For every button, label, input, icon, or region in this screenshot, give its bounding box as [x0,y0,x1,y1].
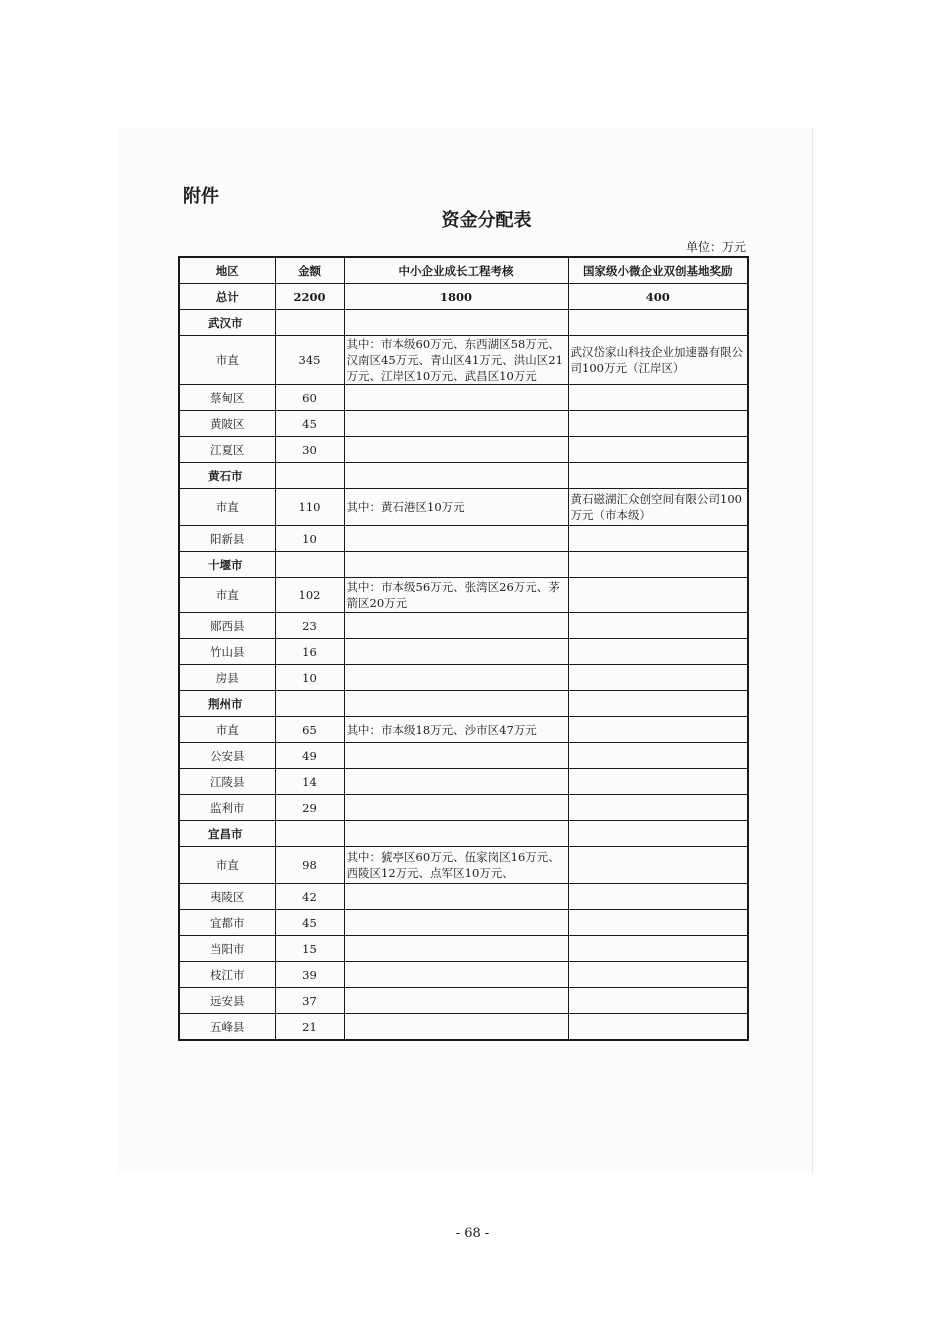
table-row [179,847,748,884]
table-row [179,988,748,1014]
region-amount: 14 [275,769,344,795]
region-name: 市直 [179,578,275,613]
growth-note [344,910,568,936]
total-base: 400 [568,284,748,310]
region-amount: 65 [275,717,344,743]
region-name: 房县 [179,665,275,691]
empty-cell [275,310,344,336]
region-amount: 39 [275,962,344,988]
region-name: 江夏区 [179,437,275,463]
empty-cell [568,310,748,336]
attachment-label: 附件 [183,186,219,207]
region-amount: 21 [275,1014,344,1041]
growth-note [344,665,568,691]
empty-cell [275,552,344,578]
base-note [568,717,748,743]
region-amount: 15 [275,936,344,962]
table-row [179,769,748,795]
growth-note [344,526,568,552]
city-name: 黄石市 [179,463,275,489]
region-amount: 98 [275,847,344,884]
table-row [179,910,748,936]
table-row [179,743,748,769]
region-amount: 49 [275,743,344,769]
table-row [179,962,748,988]
total-amount: 2200 [275,284,344,310]
region-name: 江陵县 [179,769,275,795]
region-amount: 45 [275,411,344,437]
region-amount: 60 [275,385,344,411]
region-name: 黄陂区 [179,411,275,437]
region-amount: 45 [275,910,344,936]
region-name: 夷陵区 [179,884,275,910]
table-row [179,489,748,526]
region-name: 五峰县 [179,1014,275,1041]
region-name: 郧西县 [179,613,275,639]
region-name: 监利市 [179,795,275,821]
region-amount: 30 [275,437,344,463]
region-name: 蔡甸区 [179,385,275,411]
region-name: 市直 [179,717,275,743]
base-note [568,769,748,795]
base-note [568,639,748,665]
table-row [179,613,748,639]
empty-cell [275,691,344,717]
unit-label: 单位：万元 [685,240,746,254]
base-note [568,578,748,613]
growth-note: 其中：市本级18万元、沙市区47万元 [344,717,568,743]
growth-note: 其中：猇亭区60万元、伍家岗区16万元、西陵区12万元、点军区10万元、 [344,847,568,884]
empty-cell [275,821,344,847]
city-row [179,552,748,578]
city-name: 宜昌市 [179,821,275,847]
region-amount: 345 [275,336,344,385]
base-note [568,665,748,691]
region-name: 枝江市 [179,962,275,988]
region-amount: 37 [275,988,344,1014]
table-row [179,385,748,411]
empty-cell [568,552,748,578]
total-row [179,284,748,310]
region-name: 宜都市 [179,910,275,936]
region-amount: 16 [275,639,344,665]
empty-cell [344,552,568,578]
base-note [568,910,748,936]
base-note [568,988,748,1014]
city-row [179,463,748,489]
city-name: 武汉市 [179,310,275,336]
growth-note [344,411,568,437]
empty-cell [568,691,748,717]
table-row [179,795,748,821]
region-amount: 10 [275,526,344,552]
empty-cell [344,821,568,847]
empty-cell [344,691,568,717]
total-growth: 1800 [344,284,568,310]
region-name: 当阳市 [179,936,275,962]
base-note [568,743,748,769]
base-note [568,526,748,552]
region-name: 市直 [179,489,275,526]
table-row [179,526,748,552]
table-row [179,336,748,385]
base-note [568,936,748,962]
header-region: 地区 [179,257,275,284]
growth-note [344,385,568,411]
table-row [179,936,748,962]
table-row [179,411,748,437]
total-label: 总计 [179,284,275,310]
growth-note: 其中：黄石港区10万元 [344,489,568,526]
growth-note [344,884,568,910]
table-row [179,639,748,665]
table-row [179,1014,748,1041]
base-note [568,962,748,988]
table-row [179,437,748,463]
empty-cell [344,310,568,336]
city-name: 荆州市 [179,691,275,717]
growth-note [344,769,568,795]
growth-note: 其中：市本级56万元、张湾区26万元、茅箭区20万元 [344,578,568,613]
growth-note [344,1014,568,1041]
city-row [179,821,748,847]
growth-note [344,639,568,665]
region-amount: 42 [275,884,344,910]
header-amount: 金额 [275,257,344,284]
document-title: 资金分配表 [441,210,532,231]
growth-note [344,613,568,639]
base-note [568,795,748,821]
region-name: 公安县 [179,743,275,769]
allocation-table [178,256,749,1041]
region-amount: 10 [275,665,344,691]
empty-cell [568,821,748,847]
empty-cell [568,463,748,489]
table-row [179,717,748,743]
region-amount: 110 [275,489,344,526]
region-name: 市直 [179,847,275,884]
growth-note [344,437,568,463]
base-note [568,411,748,437]
base-note [568,613,748,639]
growth-note [344,936,568,962]
growth-note: 其中：市本级60万元、东西湖区58万元、汉南区45万元、青山区41万元、洪山区21万元、江岸区10万元、武昌区10万元 [344,336,568,385]
empty-cell [344,463,568,489]
empty-cell [275,463,344,489]
header-base-reward: 国家级小微企业双创基地奖励 [568,257,748,284]
base-note [568,437,748,463]
growth-note [344,988,568,1014]
base-note: 黄石磁湖汇众创空间有限公司100万元（市本级） [568,489,748,526]
growth-note [344,743,568,769]
table-row [179,884,748,910]
growth-note [344,962,568,988]
table-row [179,665,748,691]
table-row [179,578,748,613]
region-amount: 102 [275,578,344,613]
region-name: 竹山县 [179,639,275,665]
city-row [179,691,748,717]
table-header-row [179,257,748,284]
region-amount: 29 [275,795,344,821]
header-growth-assessment: 中小企业成长工程考核 [344,257,568,284]
base-note [568,847,748,884]
base-note [568,1014,748,1041]
region-name: 阳新县 [179,526,275,552]
base-note [568,884,748,910]
city-name: 十堰市 [179,552,275,578]
table-body [179,284,748,1041]
base-note: 武汉岱家山科技企业加速器有限公司100万元（江岸区） [568,336,748,385]
city-row [179,310,748,336]
region-name: 市直 [179,336,275,385]
region-name: 远安县 [179,988,275,1014]
growth-note [344,795,568,821]
region-amount: 23 [275,613,344,639]
base-note [568,385,748,411]
page-number: - 68 - [455,1226,490,1241]
